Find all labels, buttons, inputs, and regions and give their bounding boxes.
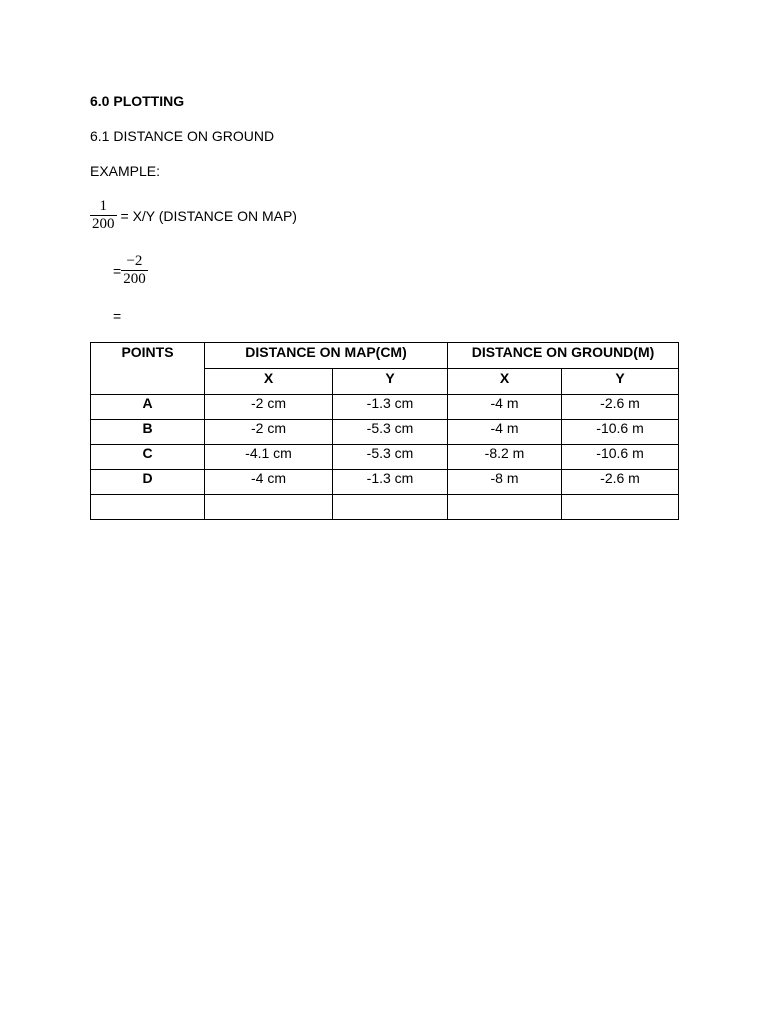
equals-sign-result: =	[113, 308, 122, 324]
header-ground-y: Y	[562, 369, 679, 395]
table-row	[91, 445, 679, 470]
cell-map-y: -1.3 cm	[333, 470, 448, 495]
cell-point: B	[91, 420, 205, 445]
empty-cell	[333, 495, 448, 520]
cell-map-x: -4.1 cm	[205, 445, 333, 470]
cell-map-x: -2 cm	[205, 420, 333, 445]
formula-text: = X/Y (DISTANCE ON MAP)	[120, 207, 297, 224]
cell-ground-y: -10.6 m	[562, 420, 679, 445]
cell-map-y: -1.3 cm	[333, 395, 448, 420]
cell-map-y: -5.3 cm	[333, 445, 448, 470]
cell-ground-y: -2.6 m	[562, 470, 679, 495]
fraction-denominator: 200	[123, 271, 146, 287]
cell-map-x: -4 cm	[205, 470, 333, 495]
equals-sign: =	[113, 262, 122, 279]
table-row	[91, 470, 679, 495]
distance-table	[90, 342, 679, 520]
header-map-y: Y	[333, 369, 448, 395]
fraction-numerator: 1	[90, 198, 117, 216]
header-distance-on-map: DISTANCE ON MAP(CM)	[205, 343, 448, 369]
table-header-row	[91, 343, 679, 369]
empty-cell	[448, 495, 562, 520]
cell-map-x: -2 cm	[205, 395, 333, 420]
subsection-heading: 6.1 DISTANCE ON GROUND	[90, 128, 275, 144]
table-row	[91, 420, 679, 445]
formula-substitution	[113, 253, 148, 288]
cell-ground-x: -4 m	[448, 420, 562, 445]
cell-ground-y: -2.6 m	[562, 395, 679, 420]
example-label: EXAMPLE:	[90, 163, 161, 179]
substitution-fraction	[121, 253, 148, 288]
scale-fraction	[90, 198, 117, 233]
cell-point: A	[91, 395, 205, 420]
header-points: POINTS	[91, 343, 205, 395]
table-row	[91, 395, 679, 420]
empty-cell	[91, 495, 205, 520]
cell-map-y: -5.3 cm	[333, 420, 448, 445]
cell-ground-y: -10.6 m	[562, 445, 679, 470]
cell-ground-x: -8.2 m	[448, 445, 562, 470]
cell-point: C	[91, 445, 205, 470]
cell-ground-x: -4 m	[448, 395, 562, 420]
formula-scale	[90, 198, 297, 233]
fraction-denominator: 200	[92, 216, 115, 232]
cell-ground-x: -8 m	[448, 470, 562, 495]
table-row-empty	[91, 495, 679, 520]
empty-cell	[205, 495, 333, 520]
header-distance-on-ground: DISTANCE ON GROUND(M)	[448, 343, 679, 369]
section-heading: 6.0 PLOTTING	[90, 93, 185, 109]
header-ground-x: X	[448, 369, 562, 395]
fraction-numerator: −2	[121, 253, 148, 271]
empty-cell	[562, 495, 679, 520]
cell-point: D	[91, 470, 205, 495]
header-map-x: X	[205, 369, 333, 395]
